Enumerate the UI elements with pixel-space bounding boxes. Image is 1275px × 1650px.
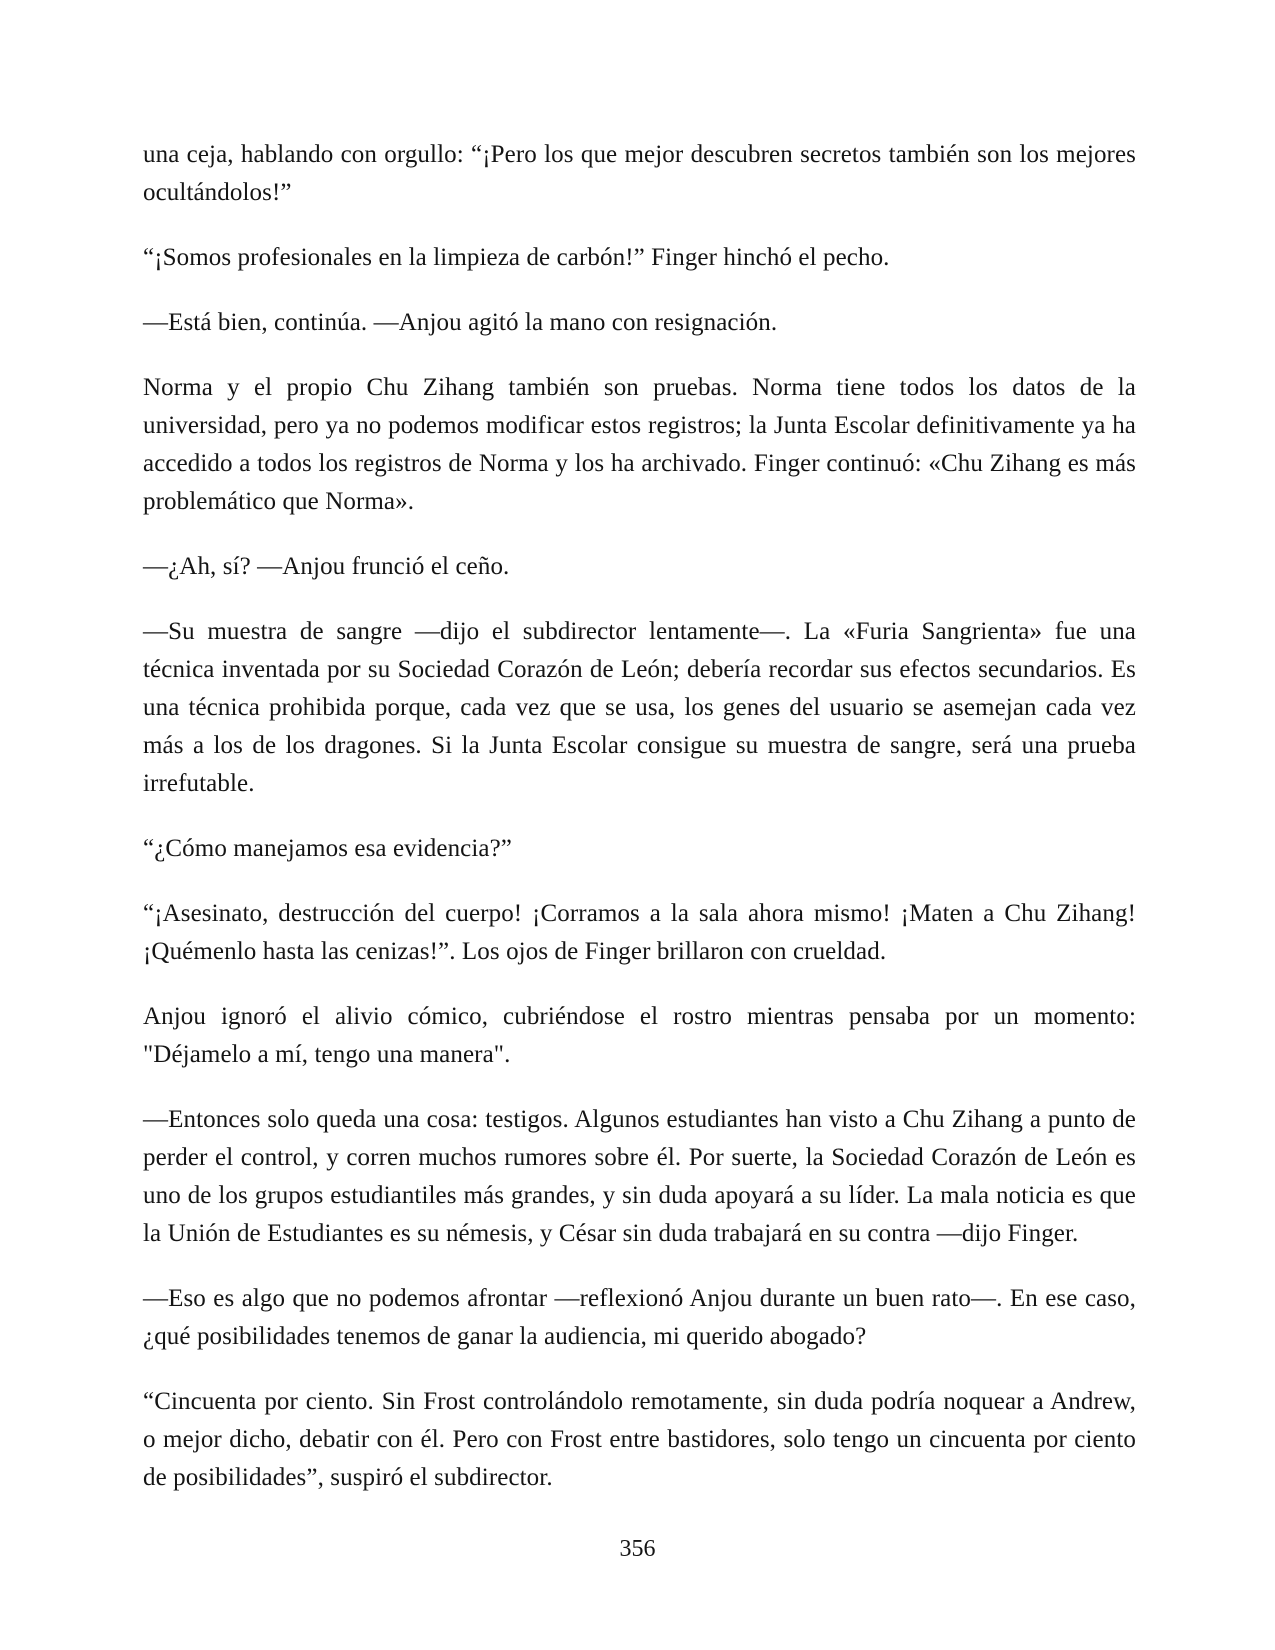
paragraph: “¿Cómo manejamos esa evidencia?”	[143, 835, 513, 862]
paragraph: —¿Ah, sí? —Anjou frunció el ceño.	[143, 553, 510, 580]
paragraph: Anjou ignoró el alivio cómico, cubriéndose el rostro mientras pensaba por un momento: "Déjamelo a mí, tengo una manera".	[143, 1003, 1136, 1068]
page-text	[143, 136, 1136, 1524]
paragraph: —Está bien, continúa. —Anjou agitó la mano con resignación.	[143, 309, 778, 336]
page-number: 356	[619, 1536, 656, 1562]
paragraph: “¡Asesinato, destrucción del cuerpo! ¡Corramos a la sala ahora mismo! ¡Maten a Chu Zihang! ¡Quémenlo hasta las cenizas!”. Los ojos de Finger brillaron con crueldad.	[143, 900, 1136, 965]
paragraph: —Su muestra de sangre —dijo el subdirector lentamente—. La «Furia Sangrienta» fue una técnica inventada por su Sociedad Corazón de León; debería recordar sus efectos secundarios. Es una técnica prohibida porque, cada vez que se usa, los genes del usuario se asemejan cada vez más a los de los dragones. Si la Junta Escolar consigue su muestra de sangre, será una prueba irrefutable.	[143, 618, 1136, 797]
paragraph: una ceja, hablando con orgullo: “¡Pero los que mejor descubren secretos también son los mejores ocultándolos!”	[143, 141, 1136, 206]
paragraph: —Entonces solo queda una cosa: testigos. Algunos estudiantes han visto a Chu Zihang a punto de perder el control, y corren muchos rumores sobre él. Por suerte, la Sociedad Corazón de León es uno de los grupos estudiantiles más grandes, y sin duda apoyará a su líder. La mala noticia es que la Unión de Estudiantes es su némesis, y César sin duda trabajará en su contra —dijo Finger.	[143, 1106, 1136, 1247]
paragraph: Norma y el propio Chu Zihang también son pruebas. Norma tiene todos los datos de la universidad, pero ya no podemos modificar estos registros; la Junta Escolar definitivamente ya ha accedido a todos los registros de Norma y los ha archivado. Finger continuó: «Chu Zihang es más problemático que Norma».	[143, 374, 1136, 515]
paragraph: —Eso es algo que no podemos afrontar —reflexionó Anjou durante un buen rato—. En ese caso, ¿qué posibilidades tenemos de ganar la audiencia, mi querido abogado?	[143, 1285, 1136, 1350]
paragraph: “Cincuenta por ciento. Sin Frost controlándolo remotamente, sin duda podría noquear a Andrew, o mejor dicho, debatir con él. Pero con Frost entre bastidores, solo tengo un cincuenta por ciento de posibilidades”, suspiró el subdirector.	[143, 1388, 1136, 1491]
paragraph: “¡Somos profesionales en la limpieza de carbón!” Finger hinchó el pecho.	[143, 244, 890, 271]
